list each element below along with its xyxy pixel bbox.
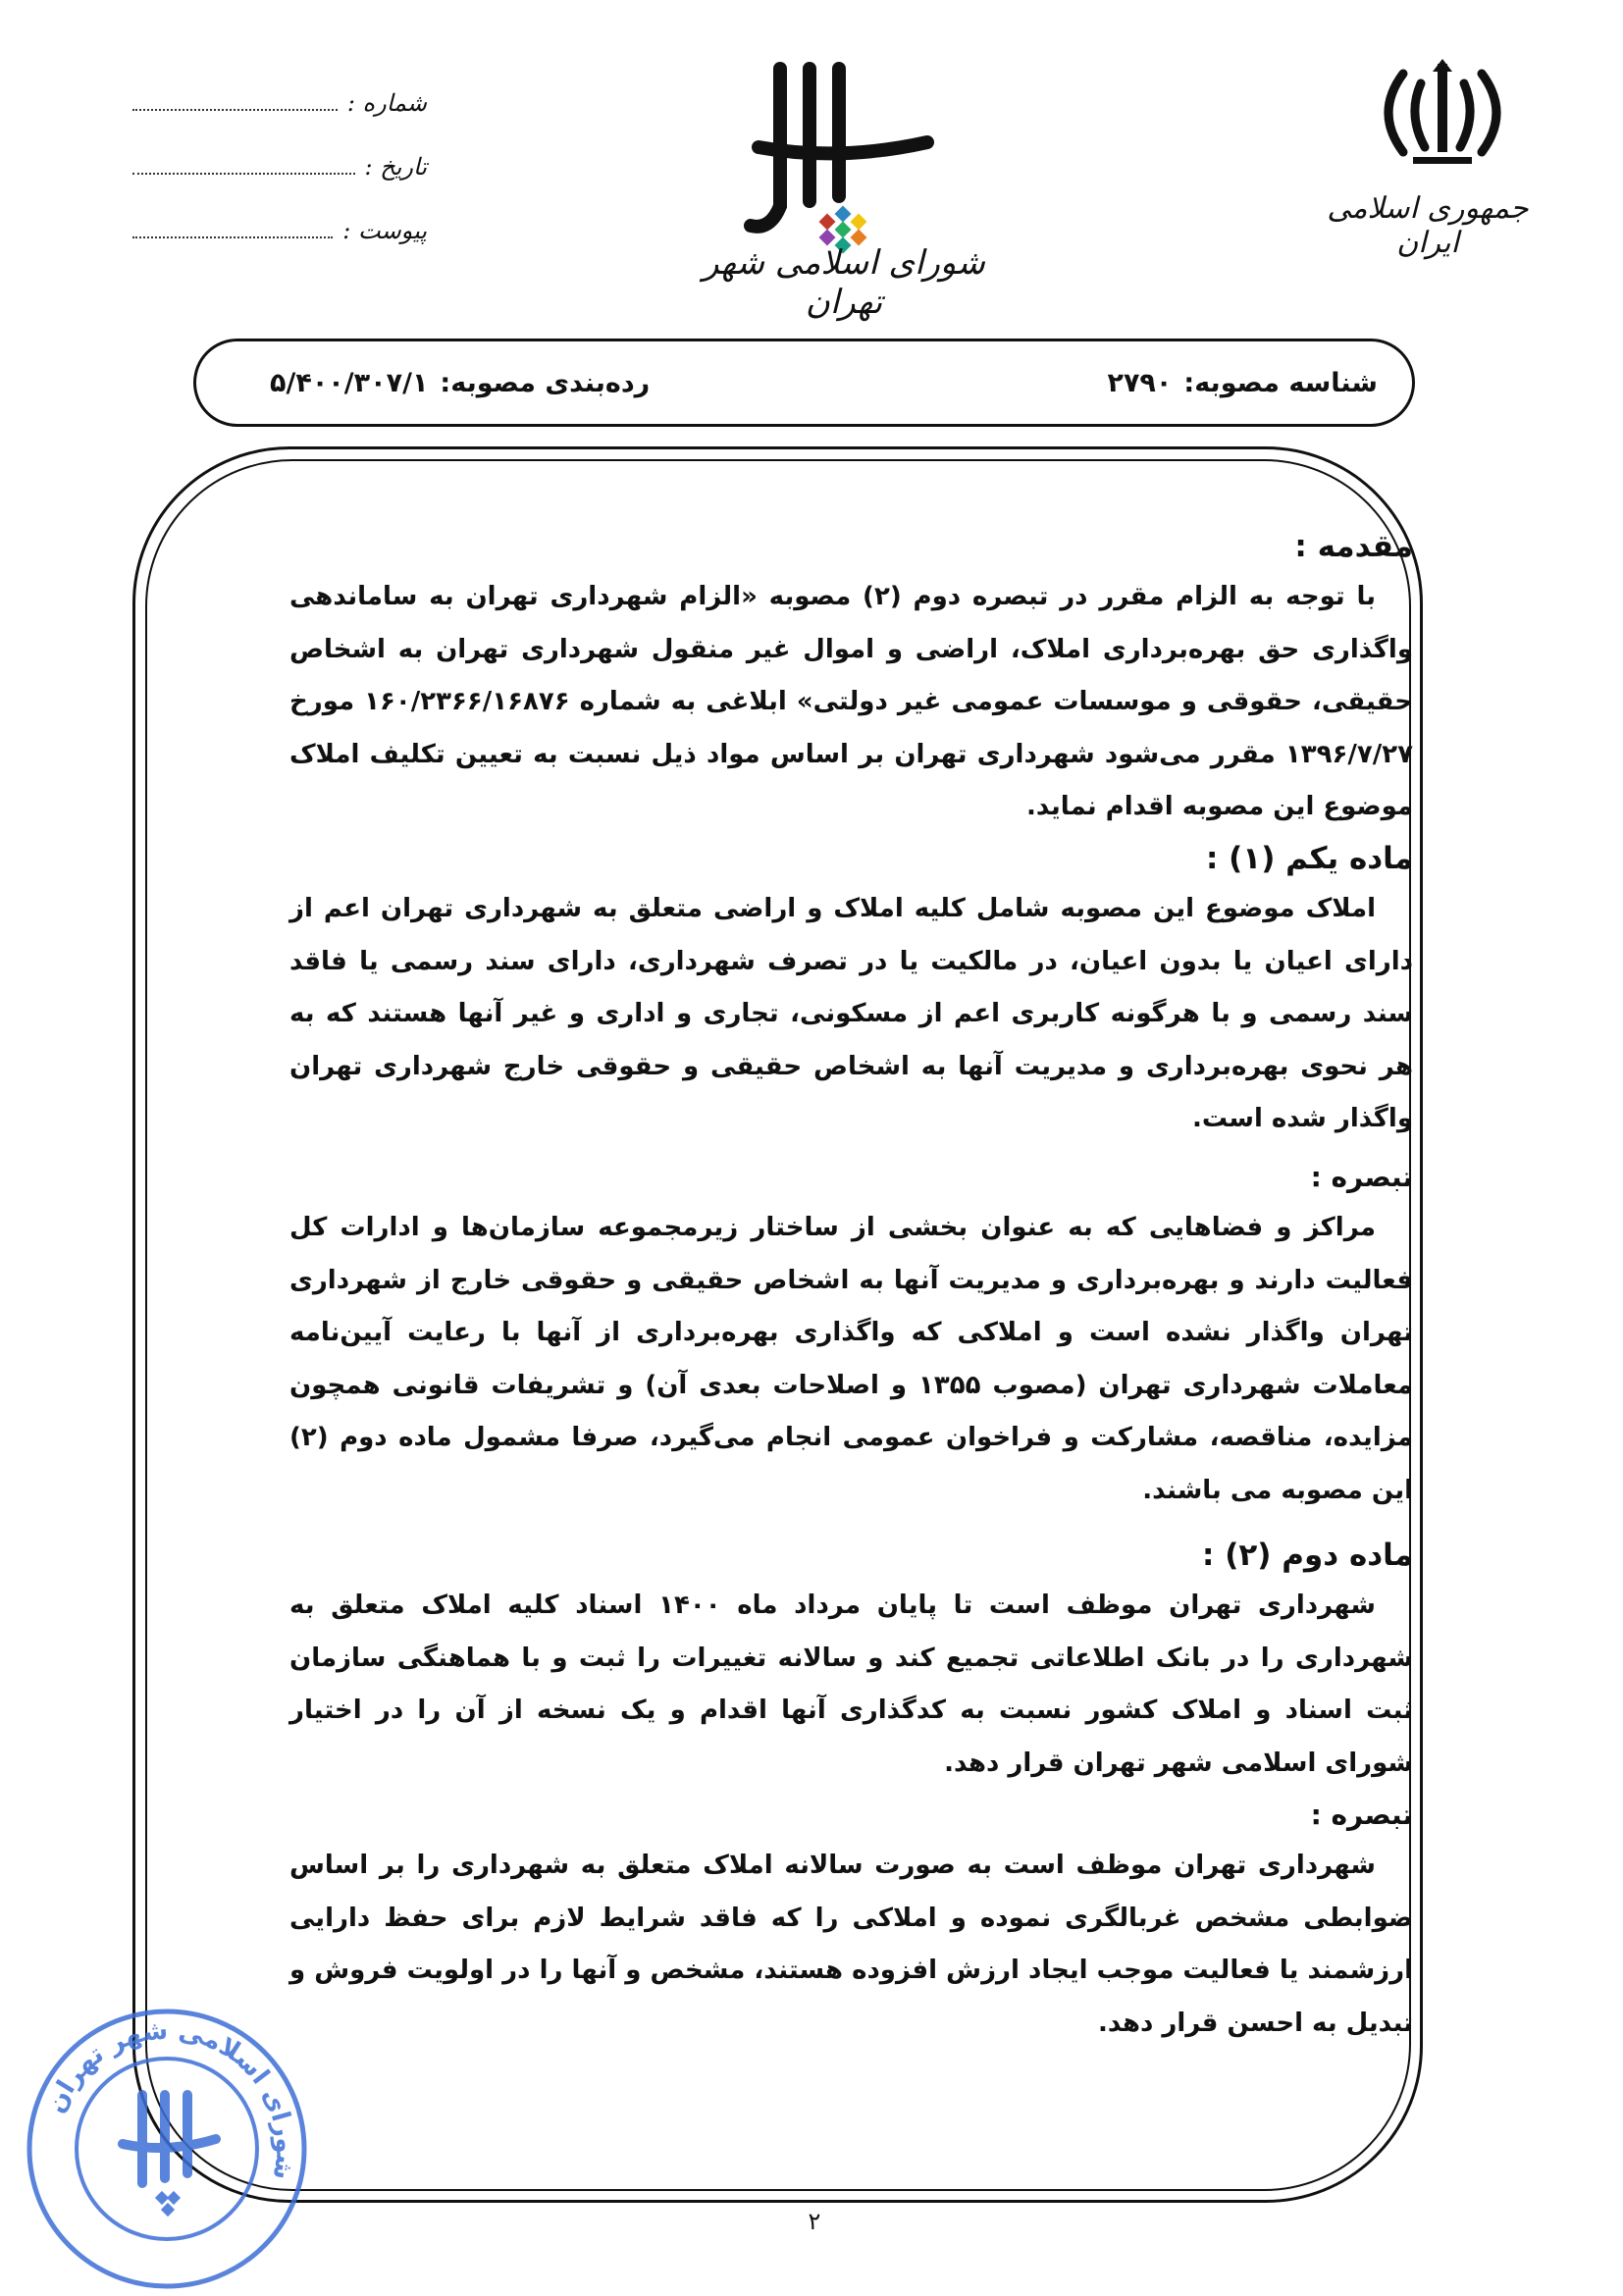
resolution-id-label: شناسه مصوبه:: [1183, 367, 1378, 398]
note-2-text: شهرداری تهران موظف است به صورت سالانه املاک متعلق به شهرداری را بر اساس ضوابطی مشخص غربالگری نموده و املاکی را که فاقد شرایط لازم برای حفظ دارایی ارزشمند یا فعالیت موجب ایجاد ارزش افزوده هستند، مشخص و آنها را در اولویت فروش و تبدیل به احسن قرار دهد.: [289, 1851, 1413, 2038]
date-label: تاریخ :: [364, 153, 427, 181]
page-number: ۲: [808, 2208, 821, 2235]
note-1-text: مراکز و فضاهایی که به عنوان بخشی از ساختار زیرمجموعه سازمان‌ها و ادارات کل فعالیت دارند و بهره‌برداری و مدیریت آنها به اشخاص حقیقی و حقوقی خارج از شهرداری تهران واگذار نشده است و املاکی که واگذاری بهره‌برداری از آنها با رعایت آیین‌نامه معاملات شهرداری تهران (مصوب ۱۳۵۵ و اصلاحات بعدی آن) و تشریفات قانونی همچون مزایده، مناقصه، مشارکت و فراخوان عمومی انجام می‌گیرد، صرفا مشمول ماده دوم (۲) این مصوبه می باشند.: [289, 1213, 1413, 1505]
number-field: [132, 83, 427, 117]
council-seal-stamp-icon: [20, 2002, 314, 2296]
attachment-dotted-line: [132, 236, 333, 238]
attachment-field: [132, 211, 427, 244]
svg-text:شورای اسلامی شهر تهران: شورای اسلامی شهر تهران: [40, 2015, 300, 2182]
resolution-class-label: رده‌بندی مصوبه:: [440, 367, 651, 398]
article-2-text: شهرداری تهران موظف است تا پایان مرداد ماه ۱۴۰۰ اسناد کلیه املاک متعلق به شهرداری را در بانک اطلاعاتی تجمیع کند و سالانه تغییرات را ثبت و با هماهنگی سازمان ثبت اسناد و املاک کشور نسبت به کدگذاری آنها اقدام و یک نسخه از آن را در اختیار شورای اسلامی شهر تهران قرار دهد.: [289, 1591, 1413, 1778]
article-2-heading: ماده دوم (۲) :: [1202, 1538, 1413, 1573]
iran-emblem-icon: [1364, 54, 1521, 177]
date-field: [132, 147, 427, 181]
resolution-id-bar: [193, 339, 1415, 427]
attachment-label: پیوست :: [342, 217, 427, 244]
resolution-class: [270, 368, 650, 398]
council-caption: شورای اسلامی شهر تهران: [703, 243, 985, 322]
intro-heading: مقدمه :: [1294, 529, 1413, 564]
emblem-caption: جمهوری اسلامی ایران: [1327, 191, 1529, 260]
council-logo-icon: [741, 59, 937, 260]
article-1-section: [236, 834, 1413, 1146]
article-1-text: املاک موضوع این مصوبه شامل کلیه املاک و اراضی متعلق به شهرداری تهران اعم از دارای اعیان یا بدون اعیان، در مالکیت یا در تصرف شهرداری، دارای سند رسمی یا فاقد سند رسمی و با هرگونه کاربری اعم از مسکونی، تجاری و اداری و غیر آنها هستند که به هر نحوی بهره‌برداری و مدیریت آنها به اشخاص حقیقی و حقوقی خارج شهرداری تهران واگذار شده است.: [289, 894, 1413, 1133]
number-dotted-line: [132, 109, 338, 111]
intro-section: [236, 522, 1413, 834]
article-2-section: [236, 1531, 1413, 1790]
intro-text: با توجه به الزام مقرر در تبصره دوم (۲) مصوبه «الزام شهرداری تهران به ساماندهی واگذاری حق بهره‌برداری املاک، اراضی و اموال غیر منقول شهرداری تهران به اشخاص حقیقی، حقوقی و موسسات عمومی غیر دولتی» ابلاغی به شماره ۱۶۰/۲۳۶۶/۱۶۸۷۶ مورخ ۱۳۹۶/۷/۲۷ مقرر می‌شود شهرداری تهران بر اساس مواد ذیل نسبت به تعیین تکلیف املاک موضوع این مصوبه اقدام نماید.: [289, 582, 1414, 821]
resolution-id: [1107, 368, 1378, 398]
date-dotted-line: [132, 173, 355, 175]
resolution-id-value: ۲۷۹۰: [1107, 367, 1173, 398]
note-1-section: [236, 1153, 1413, 1517]
note-1-heading: تبصره :: [1310, 1161, 1413, 1193]
note-2-heading: تبصره :: [1310, 1799, 1413, 1831]
number-label: شماره :: [346, 89, 427, 117]
resolution-class-value: ۵/۴۰۰/۳۰۷/۱: [270, 367, 429, 398]
note-2-section: [236, 1791, 1413, 2050]
article-1-heading: ماده یکم (۱) :: [1205, 841, 1413, 876]
